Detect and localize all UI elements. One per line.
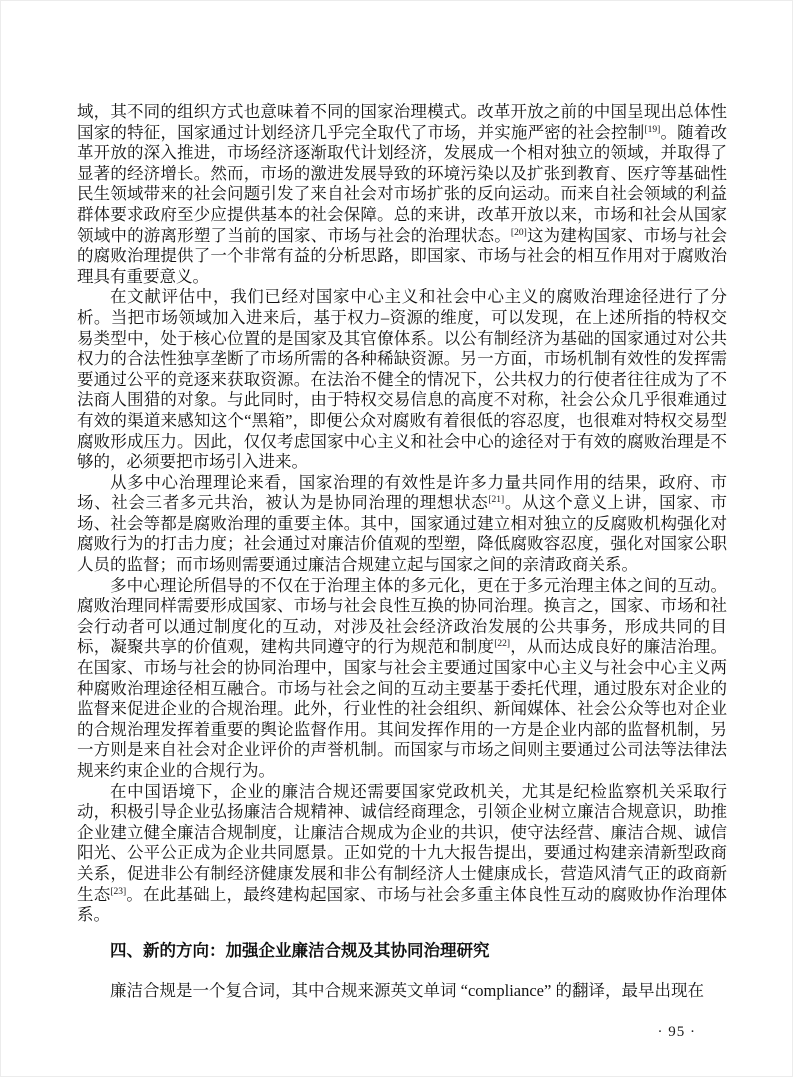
- citation-ref: [21]: [488, 495, 505, 506]
- citation-ref: [23]: [110, 886, 127, 897]
- citation-ref: [20]: [510, 227, 527, 238]
- paragraph-polycentric-governance: 从多中心治理理论来看，国家治理的有效性是许多力量共同作用的结果，政府、市场、社会三者多元共治，被认为是协同治理的理想状态[21]。从这个意义上讲，国家、市场、社会等都是腐败治理的重要主体。其中，国家通过建立相对独立的反腐败机构强化对腐败行为的打击力度；社会通过对廉洁价值观的型塑，降低腐败容忍度，强化对国家公职人员的监督；而市场则需要通过廉洁合规建立起与国家之间的亲清政商关系。: [77, 472, 728, 575]
- paragraph-chinese-context: 在中国语境下，企业的廉洁合规还需要国家党政机关，尤其是纪检监察机关采取行动，积极引导企业弘扬廉洁合规精神、诚信经商理念，引领企业树立廉洁合规意识，助推企业建立健全廉洁合规制度，让廉洁合规成为企业的共识，使守法经营、廉洁合规、诚信阳光、公平公正成为企业共同愿景。正如党的十九大报告提出，要通过构建亲清新型政商关系，促进非公有制经济健康发展和非公有制经济人士健康成长，营造风清气正的政商新生态[23]。在此基础上，最终建构起国家、市场与社会多重主体良性互动的腐败协作治理体系。: [77, 781, 728, 925]
- section-heading: 四、新的方向：加强企业廉洁合规及其协同治理研究: [110, 941, 490, 960]
- page-number: · 95 ·: [657, 1024, 696, 1040]
- paragraph-multicenter-interaction: 多中心理论所倡导的不仅在于治理主体的多元化，更在于多元治理主体之间的互动。腐败治理同样需要形成国家、市场与社会良性互换的协同治理。换言之，国家、市场和社会行动者可以通过制度化的互动，对涉及社会经济政治发展的公共事务，形成共同的目标，凝聚共享的价值观，建构共同遵守的行为规范和制度[22]，从而达成良好的廉洁治理。在国家、市场与社会的协同治理中，国家与社会主要通过国家中心主义与社会中心主义两种腐败治理途径相互融合。市场与社会之间的互动主要基于委托代理，通过股东对企业的监督来促进企业的合规治理。此外，行业性的社会组织、新闻媒体、社会公众等也对企业的合规治理发挥着重要的舆论监督作用。其间发挥作用的一方是企业内部的监督机制，另一方则是来自社会对企业评价的声誉机制。而国家与市场之间则主要通过公司法等法律法规来约束企业的合规行为。: [77, 575, 728, 780]
- paragraph-continuation: 域，其不同的组织方式也意味着不同的国家治理模式。改革开放之前的中国呈现出总体性国家的特征，国家通过计划经济几乎完全取代了市场，并实施严密的社会控制[19]。随着改革开放的深入推进，市场经济逐渐取代计划经济，发展成一个相对独立的领域，并取得了显著的经济增长。然而，市场的激进发展导致的环境污染以及扩张到教育、医疗等基础性民生领域带来的社会问题引发了来自社会对市场扩张的反向运动。而来自社会领域的利益群体要求政府至少应提供基本的社会保障。总的来讲，改革开放以来，市场和社会从国家领域中的游离形塑了当前的国家、市场与社会的治理状态。[20]这为建构国家、市场与社会的腐败治理提供了一个非常有益的分析思路，即国家、市场与社会的相互作用对于腐败治理具有重要意义。: [77, 102, 728, 286]
- body-text: [77, 102, 727, 1001]
- citation-ref: [22]: [494, 639, 511, 650]
- citation-ref: [19]: [644, 124, 661, 135]
- paragraph-compliance-definition: 廉洁合规是一个复合词，其中合规来源英文单词 “compliance” 的翻译，最早出现在: [110, 980, 704, 1000]
- paragraph-literature-review: 在文献评估中，我们已经对国家中心主义和社会中心主义的腐败治理途径进行了分析。当把市场领域加入进来后，基于权力–资源的维度，可以发现，在上述所指的特权交易类型中，处于核心位置的是国家及其官僚体系。以公有制经济为基础的国家通过对公共权力的合法性独享垄断了市场所需的各种稀缺资源。另一方面，市场机制有效性的发挥需要通过公平的竞逐来获取资源。在法治不健全的情况下，公共权力的行使者往往成为了不法商人围猎的对象。与此同时，由于特权交易信息的高度不对称，社会公众几乎很难通过有效的渠道来感知这个“黑箱”，即便公众对腐败有着很低的容忍度，也很难对特权交易型腐败形成压力。因此，仅仅考虑国家中心主义和社会中心的途径对于有效的腐败治理是不够的，必须要把市场引入进来。: [77, 287, 727, 472]
